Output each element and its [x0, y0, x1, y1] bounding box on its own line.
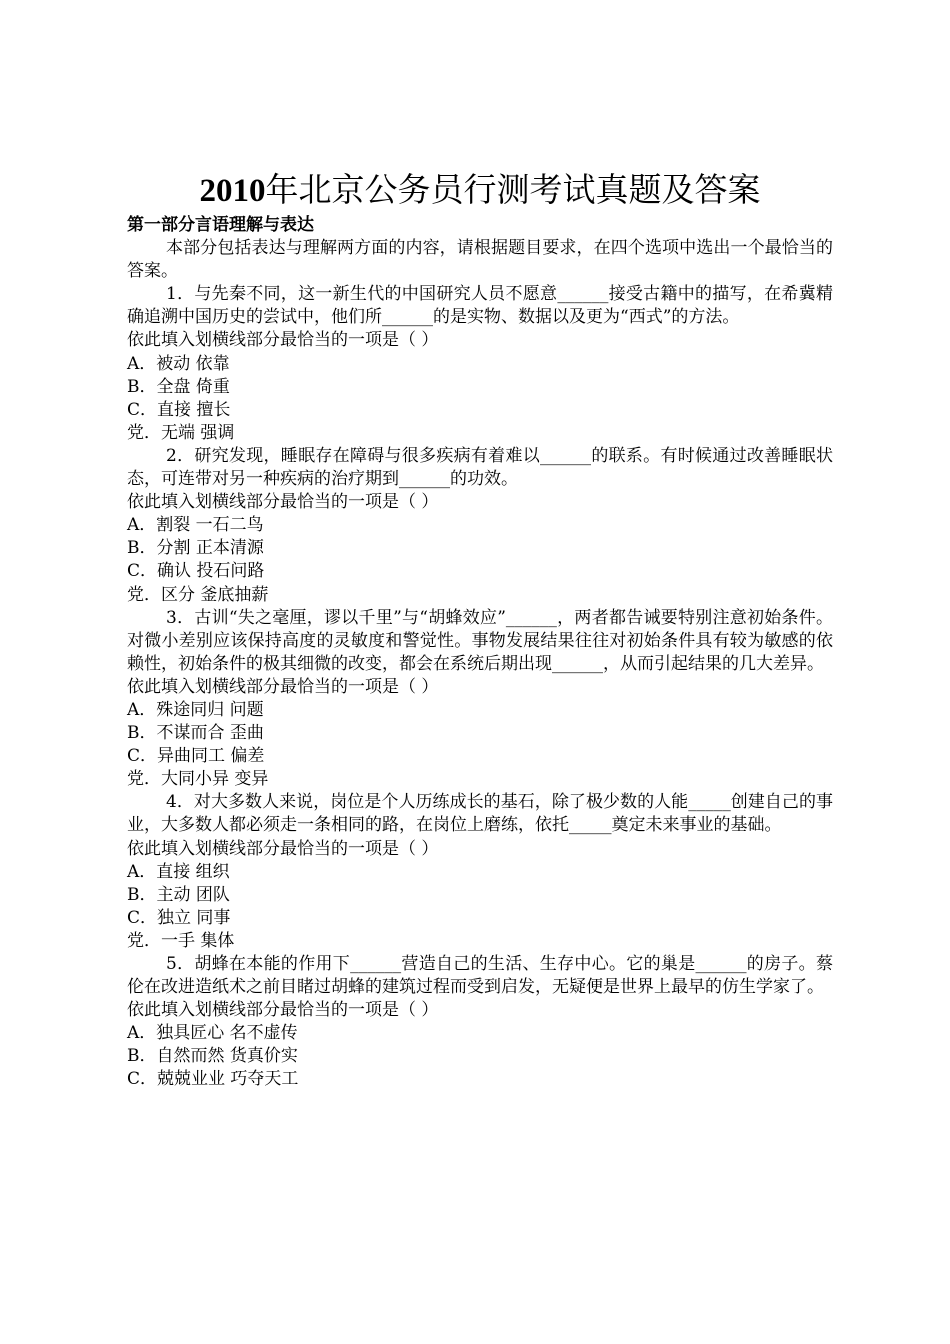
- option-b: B．不谋而合 歪曲: [127, 723, 264, 744]
- question-4: [127, 791, 833, 953]
- option-d: 党．一手 集体: [127, 930, 235, 951]
- option-c: C．直接 擅长: [127, 399, 231, 420]
- option-c: C．独立 同事: [127, 907, 231, 928]
- question-prompt: 依此填入划横线部分最恰当的一项是（ ）: [127, 1000, 439, 1021]
- question-stem: 1．与先秦不同，这一新生代的中国研究人员不愿意______接受古籍中的描写，在希冀精确追溯中国历史的尝试中，他们所______的是实物、数据以及更为“西式”的方法。: [127, 284, 833, 328]
- option-c: C．确认 投石问路: [127, 561, 265, 582]
- option-b: B．分割 正本清源: [127, 538, 264, 559]
- option-d: 党．无端 强调: [127, 422, 235, 443]
- title-year: 2010: [199, 173, 266, 209]
- question-stem: 2．研究发现，睡眠存在障碍与很多疾病有着难以______的联系。有时候通过改善睡眠状态，可连带对另一种疾病的治疗期到______的功效。: [127, 445, 833, 490]
- question-stem: 5．胡蜂在本能的作用下______营造自己的生活、生存中心。它的巢是______的房子。蔡伦在改进造纸术之前目睹过胡蜂的建筑过程而受到启发，无疑便是世界上最早的仿生学家了。: [127, 954, 833, 998]
- document-title: [120, 168, 840, 213]
- option-a: A．独具匠心 名不虚传: [127, 1023, 298, 1044]
- question-3: [127, 607, 833, 792]
- section-heading: 第一部分言语理解与表达: [127, 215, 314, 235]
- option-d: 党．大同小异 变异: [127, 769, 269, 790]
- question-prompt: 依此填入划横线部分最恰当的一项是（ ）: [127, 492, 439, 513]
- title-text: 年北京公务员行测考试真题及答案: [265, 170, 761, 209]
- question-stem: 3．古训“失之毫厘，谬以千里”与“胡蜂效应”______，两者都告诫要特别注意初始条件。对微小差别应该保持高度的灵敏度和警觉性。事物发展结果往往对初始条件具有较为敏感的依赖性，初始条件的极其细微的改变，都会在系统后期出现______，从而引起结果的几大差异。: [127, 607, 833, 674]
- question-prompt: 依此填入划横线部分最恰当的一项是（ ）: [127, 330, 439, 351]
- option-d: 党．区分 釜底抽薪: [127, 584, 269, 605]
- option-a: A．直接 组织: [127, 861, 230, 882]
- question-prompt: 依此填入划横线部分最恰当的一项是（ ）: [127, 676, 439, 697]
- option-a: A．被动 依靠: [127, 353, 230, 374]
- document-body: [127, 214, 833, 1092]
- question-prompt: 依此填入划横线部分最恰当的一项是（ ）: [127, 838, 439, 859]
- option-b: B．主动 团队: [127, 884, 230, 905]
- question-1: [127, 283, 833, 445]
- question-stem: 4．对大多数人来说，岗位是个人历练成长的基石，除了极少数的人能_____创建自己的事业，大多数人都必须走一条相同的路，在岗位上磨练，依托_____奠定未来事业的基础。: [127, 792, 833, 836]
- option-c: C．兢兢业业 巧夺天工: [127, 1069, 299, 1090]
- option-a: A．殊途同归 问题: [127, 699, 264, 720]
- option-b: B．自然而然 货真价实: [127, 1046, 298, 1067]
- option-b: B．全盘 倚重: [127, 376, 230, 397]
- section-intro: 本部分包括表达与理解两方面的内容，请根据题目要求，在四个选项中选出一个最恰当的答案。: [127, 238, 833, 282]
- question-5: [127, 953, 833, 1092]
- option-c: C．异曲同工 偏差: [127, 746, 265, 767]
- option-a: A．割裂 一石二鸟: [127, 515, 264, 536]
- question-2: [127, 445, 833, 607]
